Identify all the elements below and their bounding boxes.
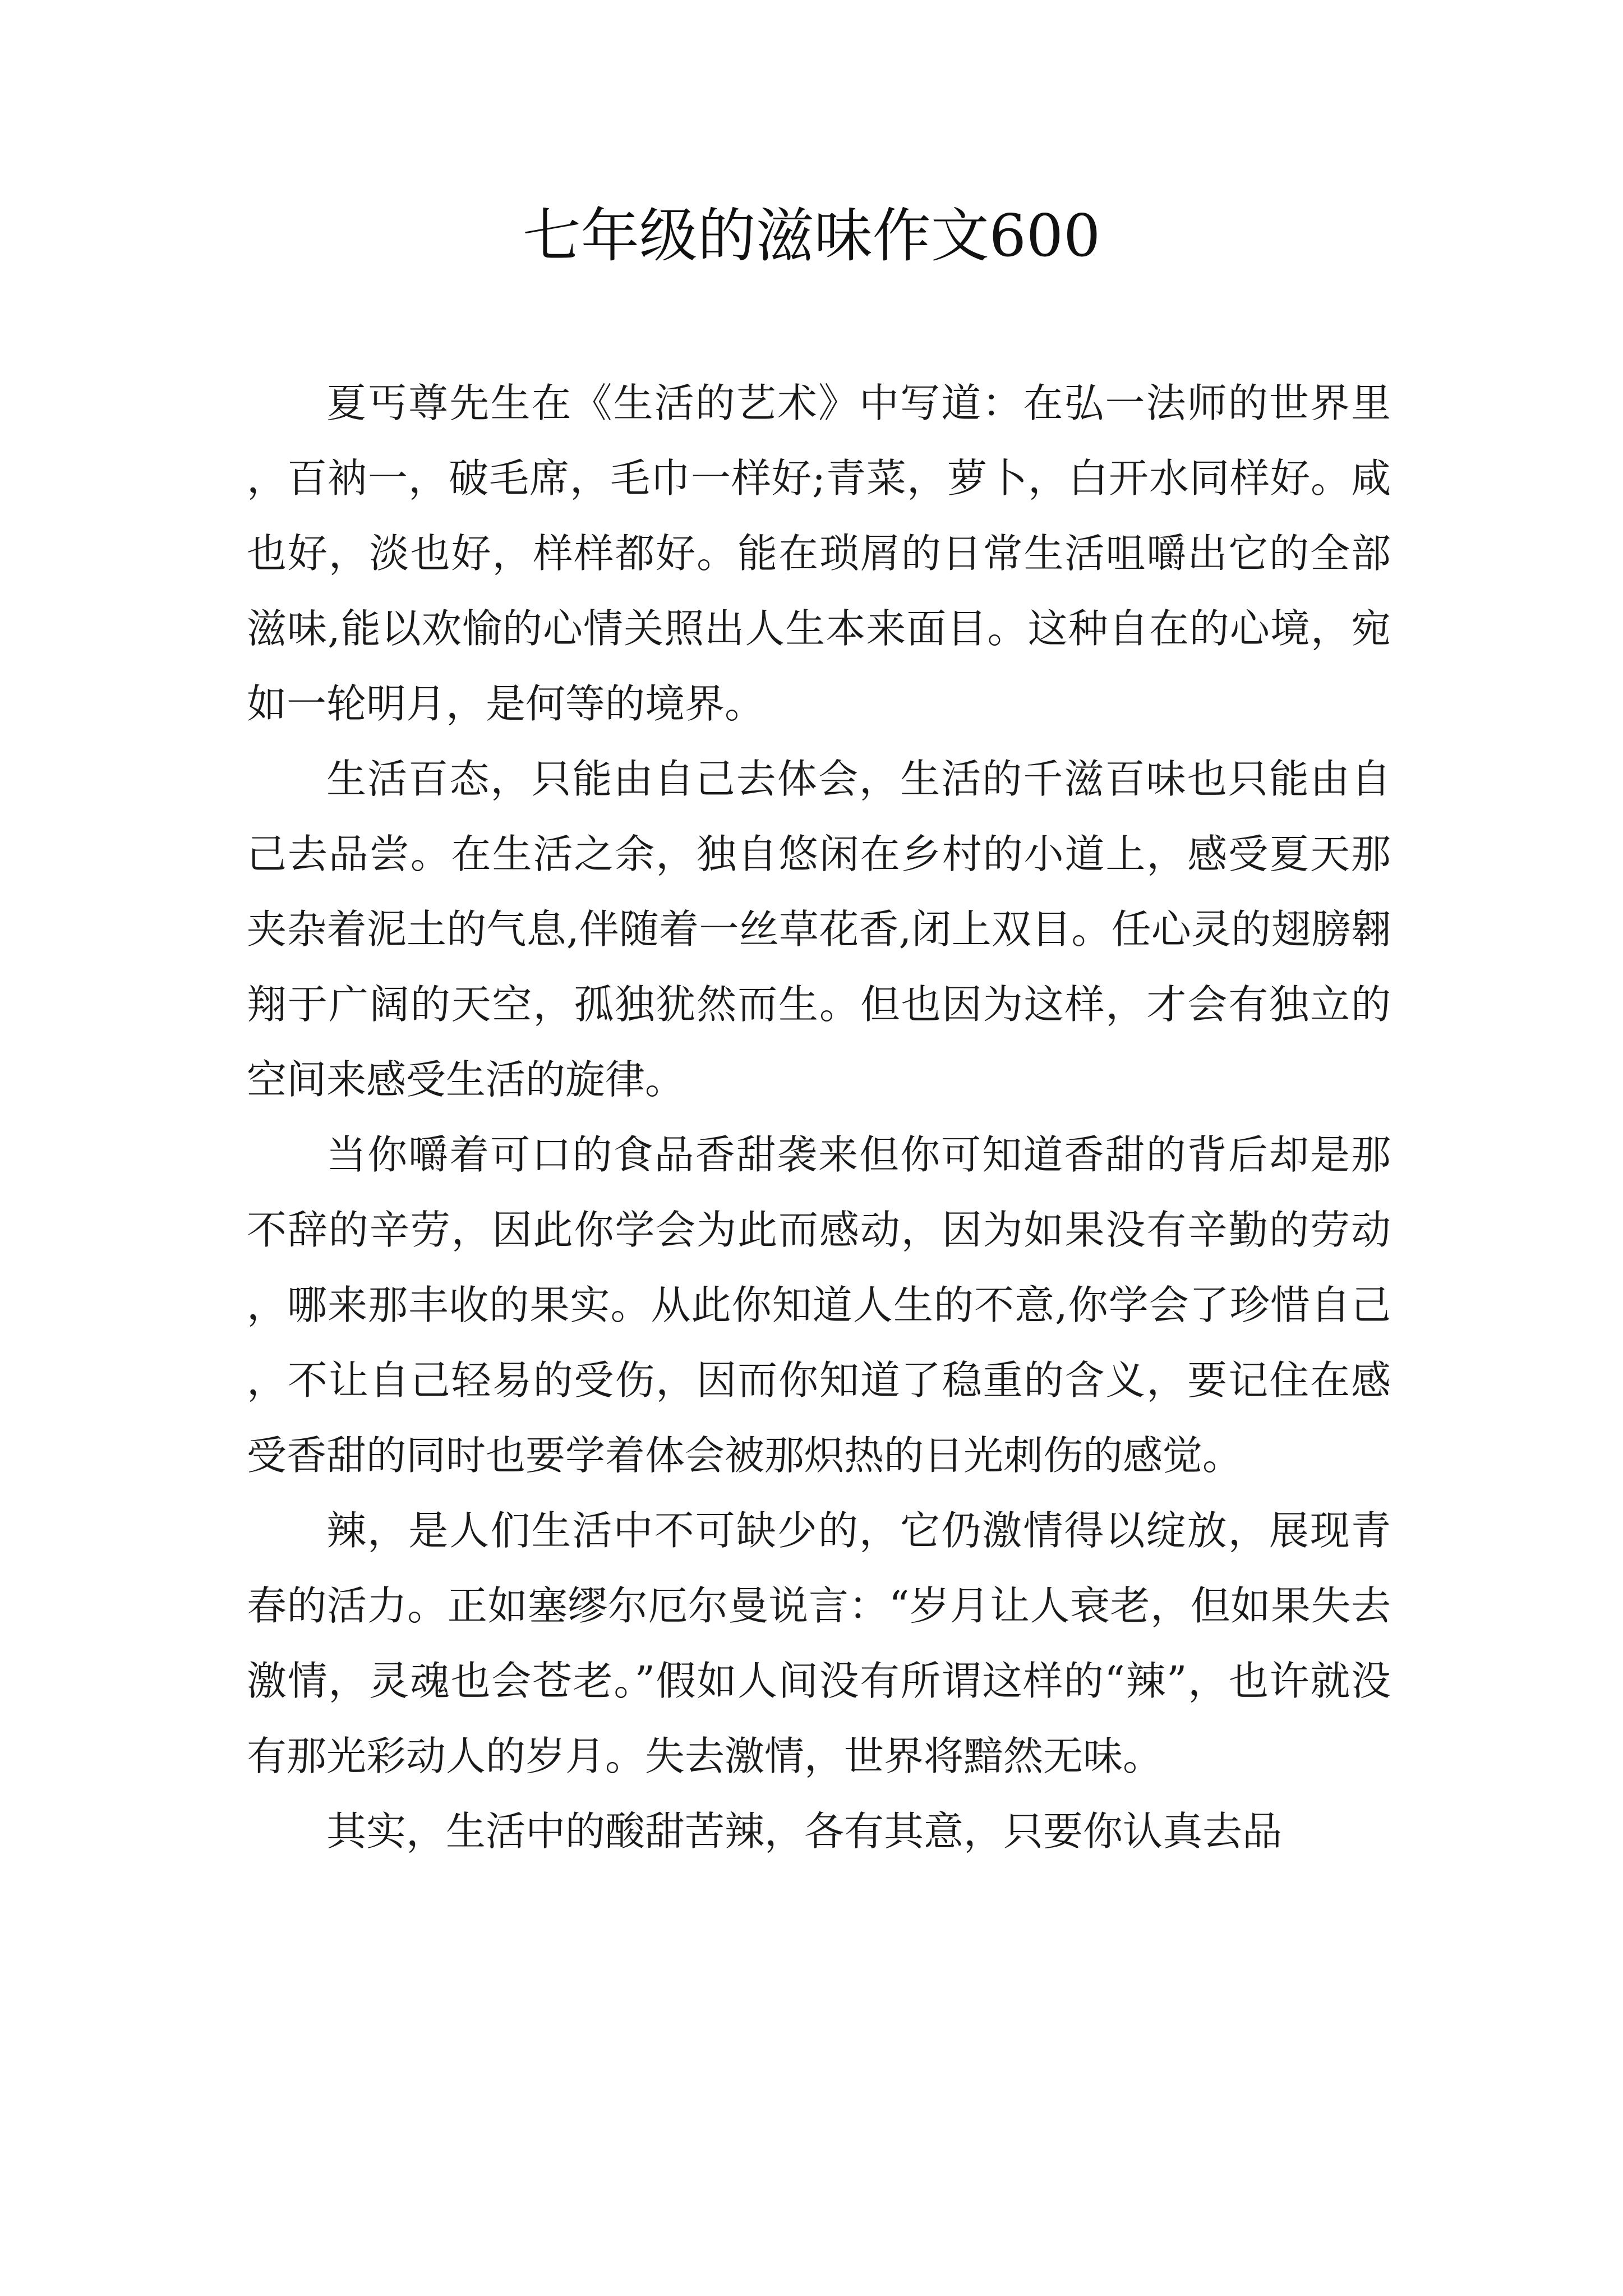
- paragraph-3: 当你嚼着可口的食品香甜袭来但你可知道香甜的背后却是那不辞的辛劳，因此你学会为此而感动，因为如果没有辛勤的劳动，哪来那丰收的果实。从此你知道人生的不意,你学会了珍惜自己，不让自己轻易的受伤，因而你知道了稳重的含义，要记住在感受香甜的同时也要学着体会被那炽热的日光刺伤的感觉。: [247, 1131, 1391, 1479]
- document-body: [247, 366, 1391, 1869]
- paragraph-2: 生活百态，只能由自己去体会，生活的千滋百味也只能由自己去品尝。在生活之余，独自悠闲在乡村的小道上，感受夏天那夹杂着泥土的气息,伴随着一丝草花香,闭上双目。任心灵的翅膀翱翔于广阔的天空，孤独犹然而生。但也因为这样，才会有独立的空间来感受生活的旋律。: [247, 756, 1391, 1103]
- paragraph-4: 辣，是人们生活中不可缺少的，它仍激情得以绽放，展现青春的活力。正如塞缪尔厄尔曼说言：“岁月让人衰老，但如果失去激情，灵魂也会苍老。”假如人间没有所谓这样的“辣”，也许就没有那光彩动人的岁月。失去激情，世界将黯然无味。: [247, 1507, 1391, 1779]
- paragraph-1: 夏丐尊先生在《生活的艺术》中写道：在弘一法师的世界里，百衲一，破毛席，毛巾一样好;青菜，萝卜，白开水同样好。咸也好，淡也好，样样都好。能在琐屑的日常生活咀嚼出它的全部滋味,能以欢愉的心情关照出人生本来面目。这种自在的心境，宛如一轮明月，是何等的境界。: [247, 380, 1391, 727]
- document-title: 七年级的滋味作文600: [522, 201, 1101, 270]
- paragraph-5: 其实，生活中的酸甜苦辣，各有其意，只要你认真去品: [326, 1808, 1283, 1855]
